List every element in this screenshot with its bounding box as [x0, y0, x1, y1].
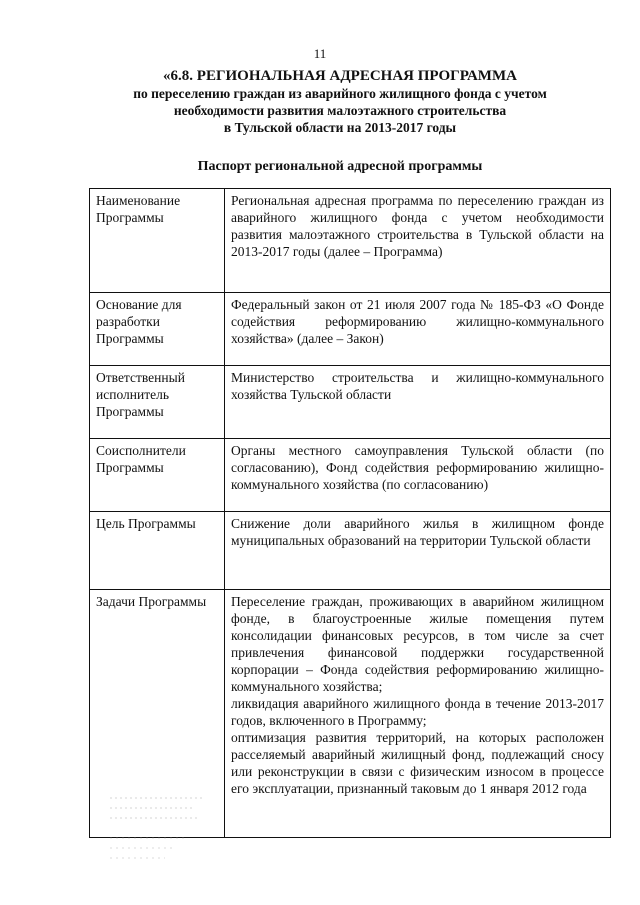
row-label: Ответственный исполнитель Программы: [90, 366, 225, 439]
table-row: [90, 189, 611, 293]
row-content: Федеральный закон от 21 июля 2007 года № 185-ФЗ «О Фонде содействия реформированию жилищно-коммунального хозяйства» (далее – Закон): [225, 293, 611, 366]
row-label: Соисполнители Программы: [90, 439, 225, 512]
table-row: [90, 439, 611, 512]
row-content: Органы местного самоуправления Тульской области (по согласованию), Фонд содействия реформированию жилищно-коммунального хозяйства (по согласованию): [225, 439, 611, 512]
faint-scan-mark: [105, 832, 215, 872]
row-content: Министерство строительства и жилищно-коммунального хозяйства Тульской области: [225, 366, 611, 439]
row-label: Основание для разработки Программы: [90, 293, 225, 366]
title-line-2: необходимости развития малоэтажного строительства: [173, 103, 507, 118]
passport-table: [89, 188, 611, 838]
page-number: 11: [313, 46, 327, 61]
title-main: «6.8. РЕГИОНАЛЬНАЯ АДРЕСНАЯ ПРОГРАММА: [163, 68, 517, 84]
row-content: Региональная адресная программа по переселению граждан из аварийного жилищного фонда с учетом необходимости развития малоэтажного строительства в Тульской области на 2013-2017 годы (далее – Программа): [225, 189, 611, 293]
passport-title: Паспорт региональной адресной программы: [197, 159, 483, 174]
table-row: [90, 293, 611, 366]
row-label: Цель Программы: [90, 512, 225, 590]
title-line-1: по переселению граждан из аварийного жилищного фонда с учетом: [133, 86, 547, 101]
row-content: Переселение граждан, проживающих в аварийном жилищном фонде, в благоустроенные жилые помещения путем консолидации финансовых ресурсов, в том числе за счет привлечения финансовой поддержки государственной корпорации – Фонда содействия реформированию жилищно-коммунального хозяйства; ликвидация аварийного жилищного фонда в течение 2013-2017 годов, включенного в Программу; оптимизация развития территорий, на которых расположен расселяемый аварийный жилищный фонд, подлежащий сносу или реконструкции в связи с физическим износом в процессе его эксплуатации, признанный таковым до 1 января 2012 года: [225, 590, 611, 838]
title-line-3: в Тульской области на 2013-2017 годы: [223, 120, 457, 135]
document-title: [70, 68, 610, 136]
row-label: Наименование Программы: [90, 189, 225, 293]
row-content: Снижение доли аварийного жилья в жилищном фонде муниципальных образований на территории Тульской области: [225, 512, 611, 590]
faint-stamp-mark: [105, 790, 215, 830]
row-label: Задачи Программы: [90, 590, 225, 838]
table-row: [90, 512, 611, 590]
table-row: [90, 366, 611, 439]
